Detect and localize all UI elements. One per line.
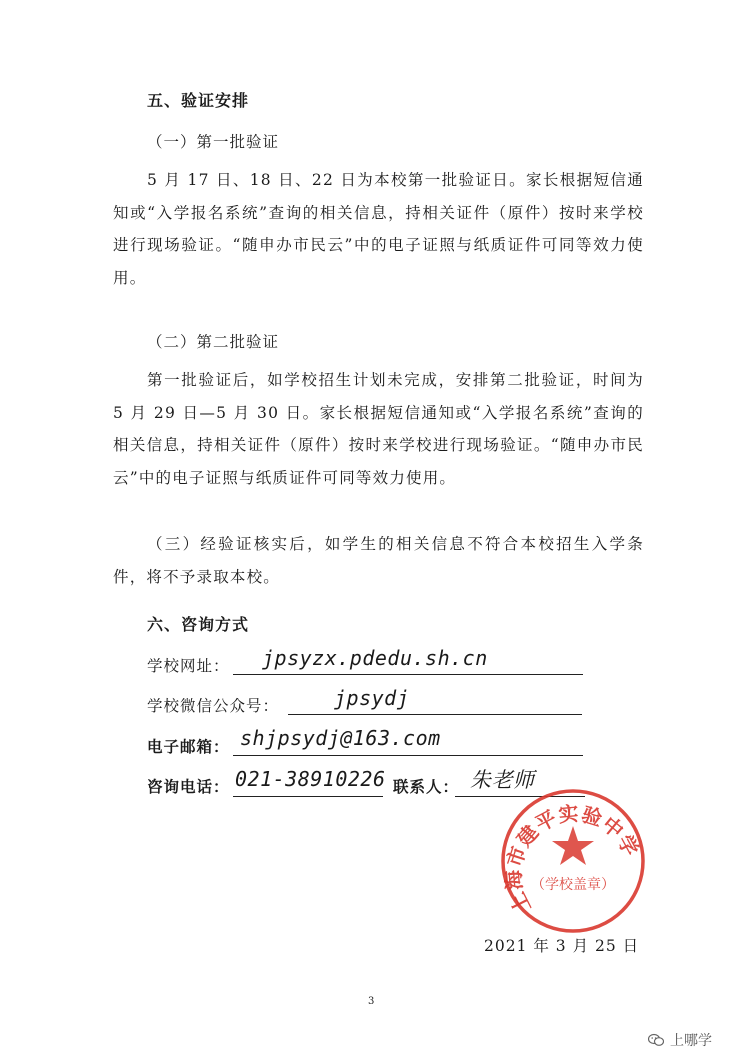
section-6-title: 六、咨询方式 <box>147 615 250 634</box>
wechat-value: jpsydj <box>334 686 410 710</box>
official-seal-icon <box>498 786 648 936</box>
website-value: jpsyzx.pdedu.sh.cn <box>262 646 488 670</box>
wechat-label: 学校微信公众号： <box>147 697 280 715</box>
phone-value: 021-38910226 <box>235 767 386 791</box>
batch-2-paragraph: 第一批验证后，如学校招生计划未完成，安排第二批验证，时间为 5 月 29 日—5 月 30 日。家长根据短信通知或“入学报名系统”查询的相关信息，持相关证件（原件）按时来学校进行现场验证。“随申办市民云”中的电子证照与纸质证件可同等效力使用。 <box>113 371 644 487</box>
document-date: 2021 年 3 月 25 日 <box>484 937 640 955</box>
contact-label: 联系人： <box>393 777 460 796</box>
email-underline <box>233 755 583 756</box>
email-value: shjpsydj@163.com <box>240 726 441 750</box>
page-number: 3 <box>368 996 375 1007</box>
website-label: 学校网址： <box>147 657 230 675</box>
wechat-underline <box>288 714 582 715</box>
email-label: 电子邮箱： <box>147 737 230 756</box>
batch-2-title: （二）第二批验证 <box>147 333 280 351</box>
wechat-icon <box>648 1033 664 1047</box>
watermark-text: 上哪学 <box>670 1033 712 1049</box>
phone-label: 咨询电话： <box>147 777 230 796</box>
contact-value: 朱老师 <box>470 768 535 792</box>
section-5-title: 五、验证安排 <box>147 91 250 110</box>
batch-3-paragraph: （三）经验证核实后，如学生的相关信息不符合本校招生入学条件，将不予录取本校。 <box>113 535 644 586</box>
website-underline <box>233 674 583 675</box>
svg-text:上海市建平实验中学 <box>501 801 644 917</box>
watermark <box>648 1030 712 1050</box>
batch-1-paragraph: 5 月 17 日、18 日、22 日为本校第一批验证日。家长根据短信通知或“入学报名系统”查询的相关信息，持相关证件（原件）按时来学校进行现场验证。“随申办市民云”中的电子证照与纸质证件可同等效力使用。 <box>113 171 644 287</box>
phone-underline <box>233 796 383 797</box>
seal-text: 上海市建平实验中学 <box>500 801 644 918</box>
batch-1-title: （一）第一批验证 <box>147 133 280 151</box>
seal-caption: （学校盖章） <box>531 877 615 893</box>
